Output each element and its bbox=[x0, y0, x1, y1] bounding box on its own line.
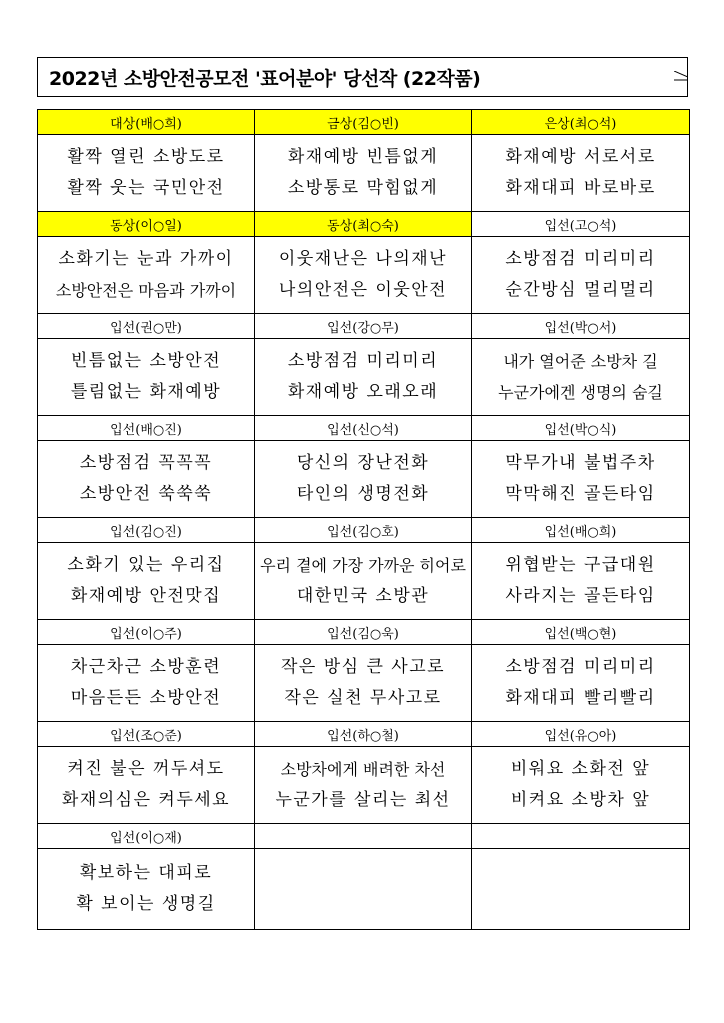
award-header-row bbox=[38, 518, 690, 543]
slogan-cell bbox=[38, 441, 255, 518]
award-header-row bbox=[38, 722, 690, 747]
slogan-cell bbox=[472, 339, 690, 416]
award-header-row bbox=[38, 824, 690, 849]
award-label: 동상(이○일) bbox=[38, 212, 255, 237]
winners-table bbox=[37, 109, 690, 930]
slogan-cell bbox=[255, 849, 472, 930]
slogan-cell bbox=[255, 339, 472, 416]
slogan-line-1: 소방점검 미리미리 bbox=[287, 351, 439, 371]
corner-tab-mark bbox=[674, 71, 688, 81]
award-label: 입선(이○주) bbox=[38, 620, 255, 645]
slogan-row bbox=[38, 747, 690, 824]
slogan-cell bbox=[472, 543, 690, 620]
slogan-line-2: 누군가를 살리는 최선 bbox=[275, 790, 451, 810]
award-header-row bbox=[38, 212, 690, 237]
award-header-row bbox=[38, 314, 690, 339]
award-label: 은상(최○석) bbox=[472, 110, 690, 135]
page-title: 2022년 소방안전공모전 '표어분야' 당선작 (22작품) bbox=[49, 68, 481, 90]
slogan-line-1: 막무가내 불법주차 bbox=[505, 453, 656, 473]
slogan-line-1: 소방점검 미리미리 bbox=[505, 249, 656, 269]
slogan-line-2: 활짝 웃는 국민안전 bbox=[67, 178, 225, 198]
slogan-line-1: 당신의 장난전화 bbox=[296, 453, 430, 473]
slogan-line-2: 나의안전은 이웃안전 bbox=[278, 280, 448, 300]
award-label: 입선(김○호) bbox=[255, 518, 472, 543]
award-label bbox=[255, 824, 472, 849]
slogan-line-2: 순간방심 멀리멀리 bbox=[505, 280, 656, 300]
slogan-line-1: 소방점검 꼭꼭꼭 bbox=[79, 453, 213, 473]
slogan-line-1: 비워요 소화전 앞 bbox=[510, 759, 651, 779]
award-label: 입선(강○무) bbox=[255, 314, 472, 339]
slogan-cell bbox=[472, 747, 690, 824]
slogan-line-1: 우리 곁에 가장 가까운 히어로 bbox=[260, 556, 466, 575]
slogan-row bbox=[38, 543, 690, 620]
slogan-row bbox=[38, 849, 690, 930]
award-label: 동상(최○숙) bbox=[255, 212, 472, 237]
slogan-line-2: 화재의심은 켜두세요 bbox=[61, 790, 231, 810]
slogan-line-1: 차근차근 소방훈련 bbox=[70, 657, 222, 677]
slogan-line-1: 소화기는 눈과 가까이 bbox=[58, 249, 234, 269]
award-header-row bbox=[38, 416, 690, 441]
slogan-line-1: 소방점검 미리미리 bbox=[505, 657, 656, 677]
slogan-line-2: 화재대피 빨리빨리 bbox=[505, 688, 656, 708]
award-label: 입선(김○욱) bbox=[255, 620, 472, 645]
award-label: 입선(박○식) bbox=[472, 416, 690, 441]
slogan-cell bbox=[38, 135, 255, 212]
slogan-line-2: 작은 실천 무사고로 bbox=[284, 688, 442, 708]
slogan-row bbox=[38, 645, 690, 722]
award-label: 입선(하○철) bbox=[255, 722, 472, 747]
slogan-cell bbox=[38, 645, 255, 722]
award-label: 대상(배○희) bbox=[38, 110, 255, 135]
slogan-row bbox=[38, 441, 690, 518]
award-label: 입선(조○준) bbox=[38, 722, 255, 747]
slogan-cell bbox=[472, 849, 690, 930]
award-label: 입선(박○서) bbox=[472, 314, 690, 339]
slogan-line-2: 막막해진 골든타임 bbox=[505, 484, 656, 504]
award-label bbox=[472, 824, 690, 849]
slogan-line-1: 위협받는 구급대원 bbox=[505, 555, 656, 575]
slogan-line-2: 누군가에겐 생명의 숨길 bbox=[498, 383, 663, 402]
slogan-line-1: 확보하는 대피로 bbox=[79, 863, 213, 883]
slogan-cell bbox=[255, 747, 472, 824]
award-label: 입선(유○아) bbox=[472, 722, 690, 747]
slogan-line-2: 비켜요 소방차 앞 bbox=[510, 790, 651, 810]
slogan-line-2: 마음든든 소방안전 bbox=[70, 688, 222, 708]
slogan-line-1: 화재예방 서로서로 bbox=[505, 147, 656, 167]
slogan-line-1: 내가 열어준 소방차 길 bbox=[503, 352, 658, 371]
slogan-line-1: 활짝 열린 소방도로 bbox=[67, 147, 225, 167]
slogan-line-2: 소방안전 쑥쑥쑥 bbox=[79, 484, 213, 504]
slogan-line-2: 소방통로 막힘없게 bbox=[287, 178, 439, 198]
slogan-line-2: 틀림없는 화재예방 bbox=[70, 382, 222, 402]
award-label: 입선(고○석) bbox=[472, 212, 690, 237]
slogan-cell bbox=[255, 543, 472, 620]
slogan-cell bbox=[472, 135, 690, 212]
slogan-line-2: 화재예방 오래오래 bbox=[287, 382, 439, 402]
award-label: 입선(배○진) bbox=[38, 416, 255, 441]
slogan-row bbox=[38, 135, 690, 212]
slogan-line-2: 소방안전은 마음과 가까이 bbox=[55, 281, 237, 300]
slogan-row bbox=[38, 339, 690, 416]
slogan-cell bbox=[255, 441, 472, 518]
slogan-cell bbox=[255, 645, 472, 722]
award-label: 입선(백○현) bbox=[472, 620, 690, 645]
slogan-cell bbox=[38, 849, 255, 930]
slogan-line-1: 이웃재난은 나의재난 bbox=[278, 249, 448, 269]
slogan-cell bbox=[255, 237, 472, 314]
slogan-line-1: 빈틈없는 소방안전 bbox=[70, 351, 222, 371]
title-box bbox=[37, 57, 688, 97]
slogan-row bbox=[38, 237, 690, 314]
slogan-cell bbox=[38, 747, 255, 824]
slogan-line-1: 소방차에게 배려한 차선 bbox=[280, 760, 446, 779]
award-label: 금상(김○빈) bbox=[255, 110, 472, 135]
slogan-line-2: 화재예방 안전맛집 bbox=[70, 586, 222, 606]
slogan-line-2: 대한민국 소방관 bbox=[296, 586, 430, 606]
slogan-cell bbox=[472, 441, 690, 518]
slogan-line-2: 확 보이는 생명길 bbox=[76, 894, 216, 914]
slogan-line-2: 타인의 생명전화 bbox=[296, 484, 430, 504]
slogan-line-1: 화재예방 빈틈없게 bbox=[287, 147, 439, 167]
award-label: 입선(김○진) bbox=[38, 518, 255, 543]
award-header-row bbox=[38, 110, 690, 135]
award-header-row bbox=[38, 620, 690, 645]
award-label: 입선(이○재) bbox=[38, 824, 255, 849]
slogan-line-2: 사라지는 골든타임 bbox=[505, 586, 656, 606]
slogan-line-2: 화재대피 바로바로 bbox=[505, 178, 656, 198]
slogan-cell bbox=[472, 645, 690, 722]
slogan-line-1: 켜진 불은 꺼두셔도 bbox=[67, 759, 225, 779]
award-label: 입선(신○석) bbox=[255, 416, 472, 441]
award-label: 입선(권○만) bbox=[38, 314, 255, 339]
slogan-cell bbox=[38, 237, 255, 314]
award-label: 입선(배○희) bbox=[472, 518, 690, 543]
slogan-cell bbox=[38, 543, 255, 620]
slogan-line-1: 작은 방심 큰 사고로 bbox=[280, 657, 446, 677]
slogan-cell bbox=[38, 339, 255, 416]
slogan-cell bbox=[255, 135, 472, 212]
slogan-line-1: 소화기 있는 우리집 bbox=[67, 555, 225, 575]
slogan-cell bbox=[472, 237, 690, 314]
